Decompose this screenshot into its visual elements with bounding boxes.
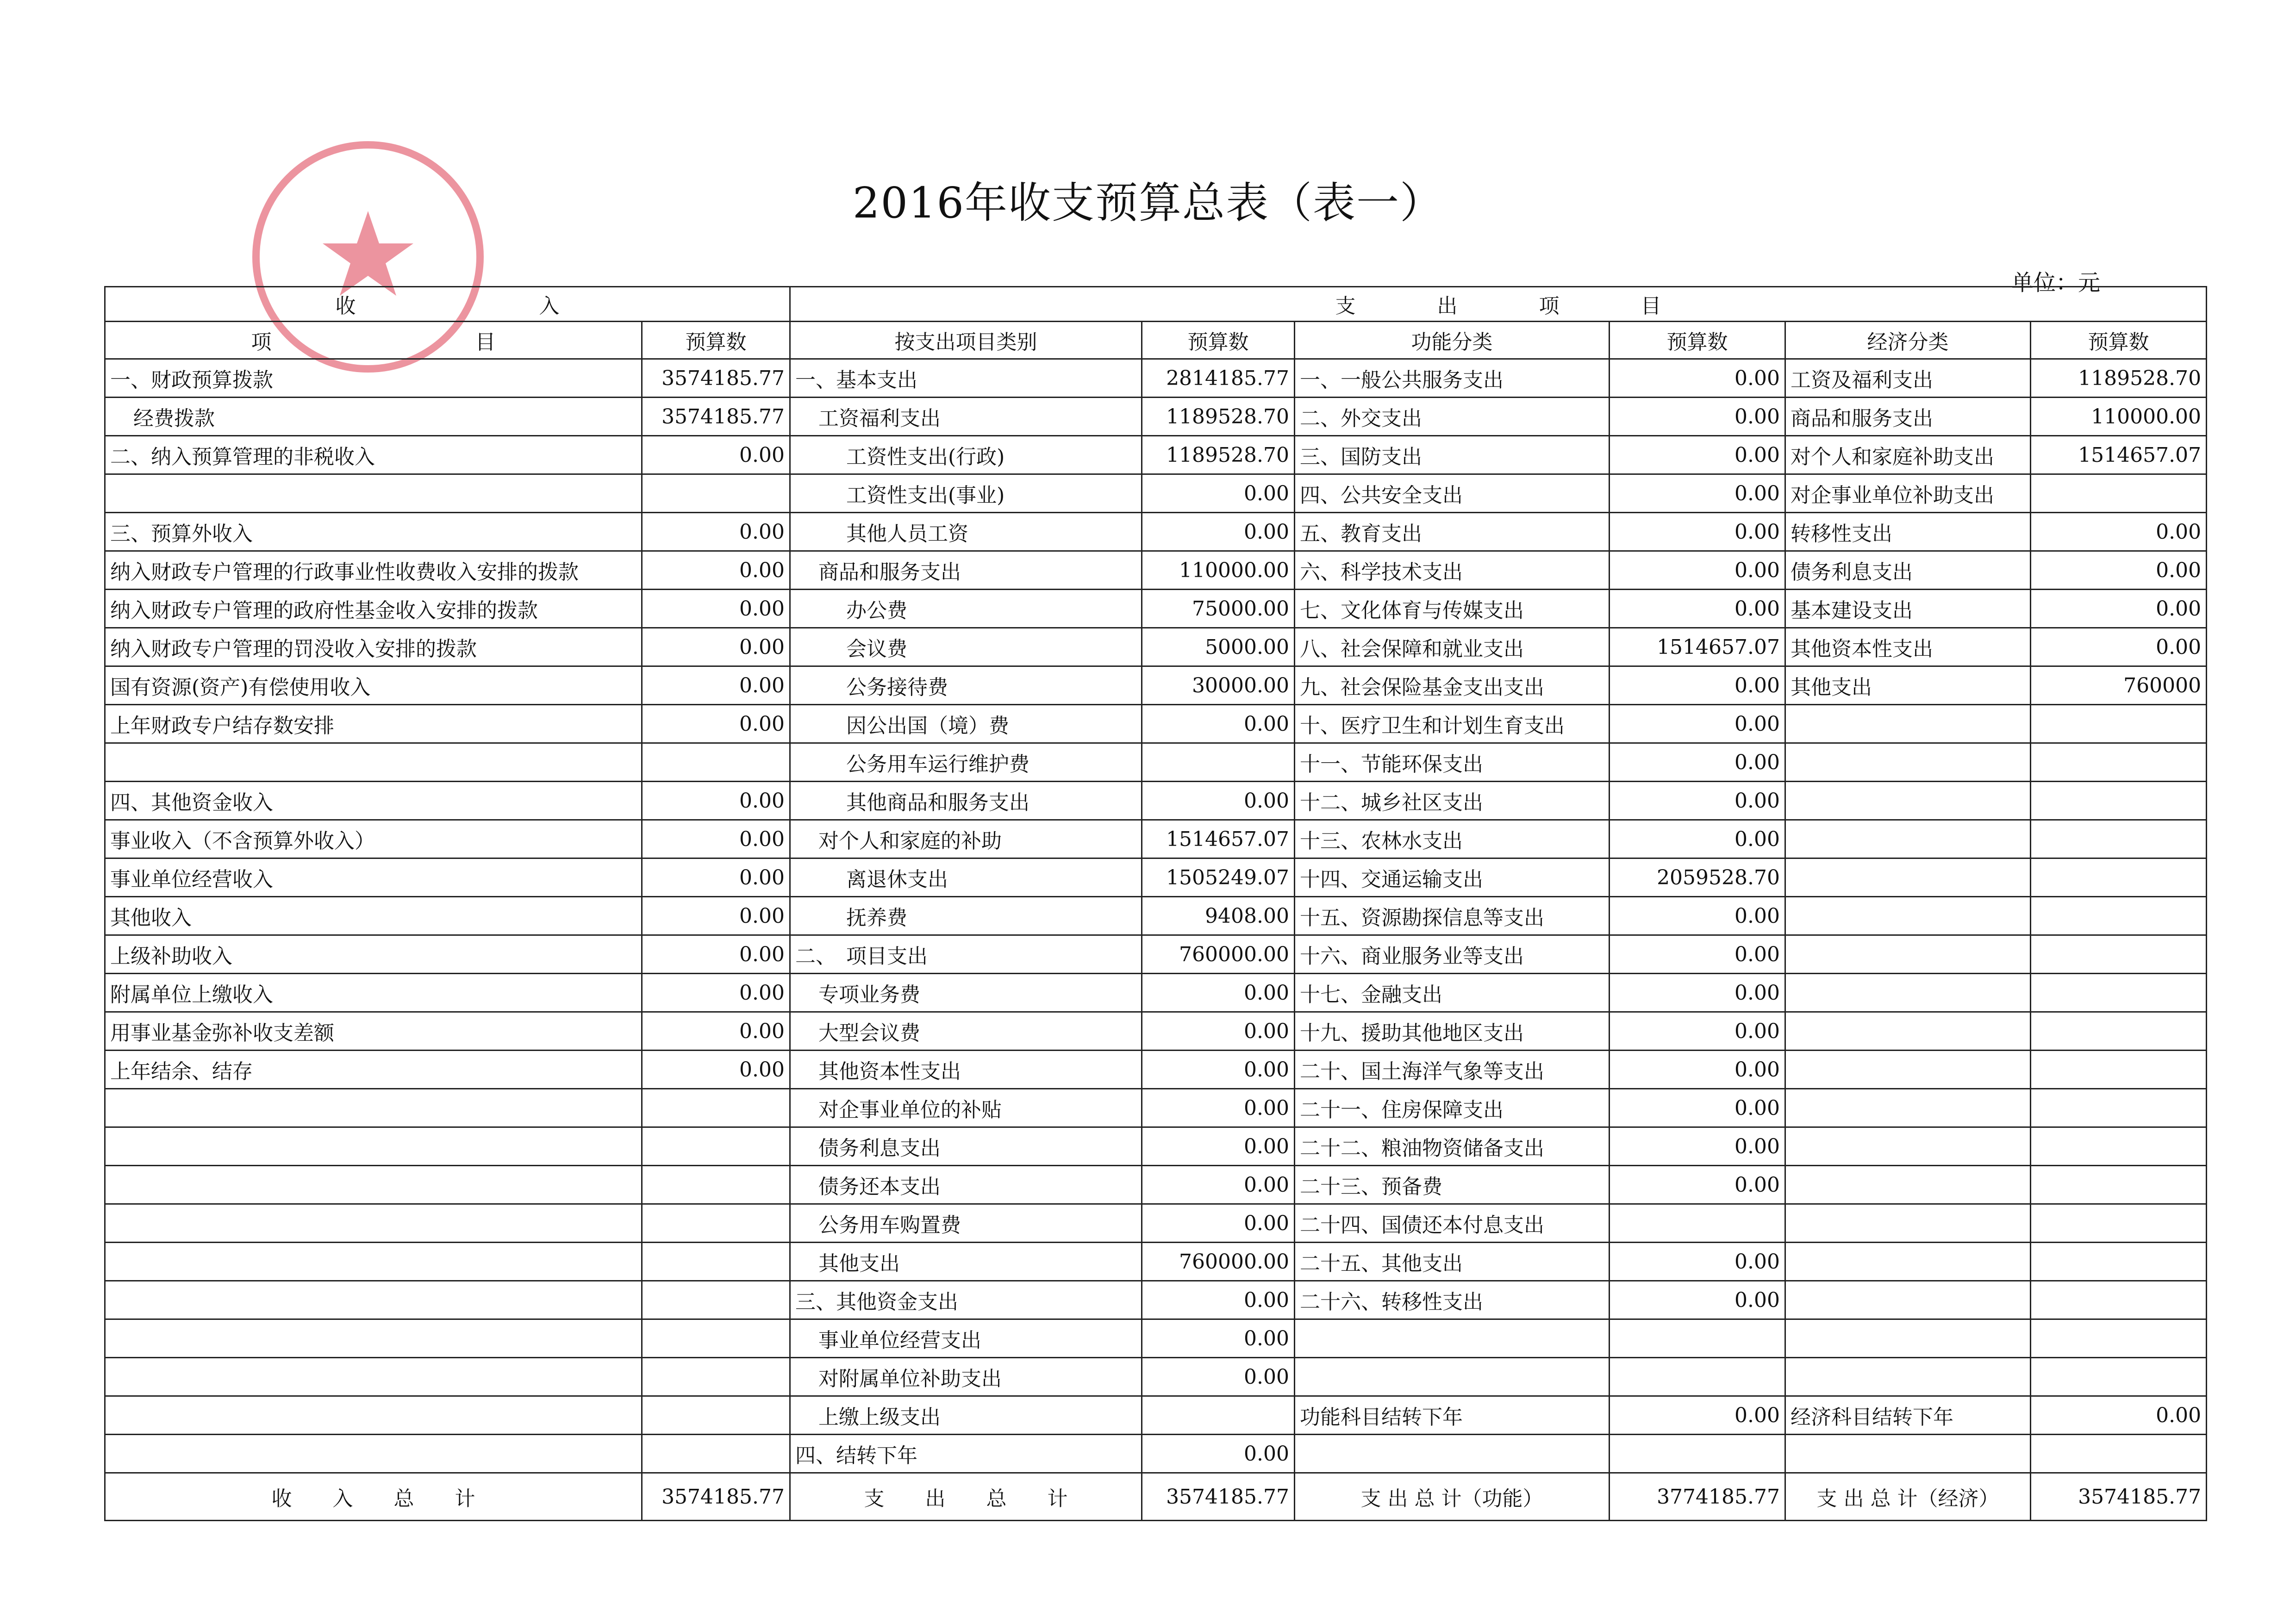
economic-item: 债务利息支出 bbox=[1785, 551, 2031, 590]
functional-budget bbox=[1610, 1358, 1785, 1396]
functional-budget-header: 预算数 bbox=[1610, 322, 1785, 359]
income-item: 二、纳入预算管理的非税收入 bbox=[105, 436, 642, 474]
functional-budget bbox=[1610, 1204, 1785, 1243]
income-budget bbox=[642, 1243, 790, 1281]
expense-item: 债务还本支出 bbox=[790, 1166, 1142, 1204]
unit-label: 单位：元 bbox=[2011, 270, 2101, 296]
functional-budget: 0.00 bbox=[1610, 513, 1785, 551]
functional-budget bbox=[1610, 1319, 1785, 1358]
expense-budget: 110000.00 bbox=[1142, 551, 1295, 590]
table-row bbox=[105, 1319, 2207, 1358]
totals-row bbox=[105, 1473, 2207, 1521]
economic-budget bbox=[2031, 1089, 2207, 1127]
expense-item: 工资性支出(事业) bbox=[790, 474, 1142, 513]
functional-item: 七、文化体育与传媒支出 bbox=[1295, 590, 1610, 628]
expense-budget: 0.00 bbox=[1142, 1012, 1295, 1051]
economic-budget bbox=[2031, 474, 2207, 513]
income-item: 纳入财政专户管理的政府性基金收入安排的拨款 bbox=[105, 590, 642, 628]
functional-budget: 0.00 bbox=[1610, 359, 1785, 398]
economic-item bbox=[1785, 1051, 2031, 1089]
item-header: 项 目 bbox=[105, 322, 642, 359]
functional-budget: 0.00 bbox=[1610, 1051, 1785, 1089]
functional-item: 八、社会保障和就业支出 bbox=[1295, 628, 1610, 666]
economic-budget bbox=[2031, 1435, 2207, 1473]
table-row bbox=[105, 628, 2207, 666]
expense-item: 商品和服务支出 bbox=[790, 551, 1142, 590]
economic-item bbox=[1785, 935, 2031, 974]
functional-item: 九、社会保险基金支出支出 bbox=[1295, 666, 1610, 705]
functional-budget: 0.00 bbox=[1610, 1012, 1785, 1051]
economic-total-label: 支 出 总 计（经济） bbox=[1785, 1473, 2031, 1521]
functional-item: 十、医疗卫生和计划生育支出 bbox=[1295, 705, 1610, 743]
income-item: 三、预算外收入 bbox=[105, 513, 642, 551]
income-item bbox=[105, 1243, 642, 1281]
expense-item: 三、其他资金支出 bbox=[790, 1281, 1142, 1319]
expense-budget: 1514657.07 bbox=[1142, 820, 1295, 858]
expense-budget bbox=[1142, 743, 1295, 782]
expense-budget: 1189528.70 bbox=[1142, 398, 1295, 436]
page-title: 2016年收支预算总表（表一） bbox=[852, 178, 1444, 228]
table-row bbox=[105, 974, 2207, 1012]
economic-budget: 0.00 bbox=[2031, 551, 2207, 590]
functional-budget: 0.00 bbox=[1610, 1396, 1785, 1435]
income-budget: 0.00 bbox=[642, 935, 790, 974]
income-item: 一、财政预算拨款 bbox=[105, 359, 642, 398]
table-row bbox=[105, 820, 2207, 858]
expense-budget: 760000.00 bbox=[1142, 1243, 1295, 1281]
income-budget: 0.00 bbox=[642, 666, 790, 705]
economic-item bbox=[1785, 1243, 2031, 1281]
economic-budget bbox=[2031, 1012, 2207, 1051]
functional-budget: 0.00 bbox=[1610, 782, 1785, 820]
economic-item bbox=[1785, 743, 2031, 782]
functional-item: 二十二、粮油物资储备支出 bbox=[1295, 1127, 1610, 1166]
expense-item: 其他人员工资 bbox=[790, 513, 1142, 551]
expense-item: 四、结转下年 bbox=[790, 1435, 1142, 1473]
functional-budget: 0.00 bbox=[1610, 705, 1785, 743]
functional-budget: 1514657.07 bbox=[1610, 628, 1785, 666]
income-total-value: 3574185.77 bbox=[642, 1473, 790, 1521]
economic-budget bbox=[2031, 1281, 2207, 1319]
economic-budget bbox=[2031, 743, 2207, 782]
income-item bbox=[105, 1204, 642, 1243]
table-row bbox=[105, 1435, 2207, 1473]
economic-budget: 1189528.70 bbox=[2031, 359, 2207, 398]
income-item bbox=[105, 1089, 642, 1127]
expense-total-label: 支 出 总 计 bbox=[790, 1473, 1142, 1521]
expense-item: 办公费 bbox=[790, 590, 1142, 628]
functional-budget: 0.00 bbox=[1610, 436, 1785, 474]
table-row bbox=[105, 1127, 2207, 1166]
economic-total-value: 3574185.77 bbox=[2031, 1473, 2207, 1521]
table-row bbox=[105, 359, 2207, 398]
expense-budget: 2814185.77 bbox=[1142, 359, 1295, 398]
table-row bbox=[105, 590, 2207, 628]
functional-total-value: 3774185.77 bbox=[1610, 1473, 1785, 1521]
functional-budget: 0.00 bbox=[1610, 935, 1785, 974]
functional-item: 二十、国土海洋气象等支出 bbox=[1295, 1051, 1610, 1089]
expense-item: 因公出国（境）费 bbox=[790, 705, 1142, 743]
functional-header: 功能分类 bbox=[1295, 322, 1610, 359]
economic-item bbox=[1785, 1281, 2031, 1319]
expense-item: 公务用车购置费 bbox=[790, 1204, 1142, 1243]
functional-budget: 0.00 bbox=[1610, 1089, 1785, 1127]
income-budget bbox=[642, 1127, 790, 1166]
income-item: 上年结余、结存 bbox=[105, 1051, 642, 1089]
economic-item bbox=[1785, 705, 2031, 743]
table-row bbox=[105, 897, 2207, 935]
expense-item: 大型会议费 bbox=[790, 1012, 1142, 1051]
economic-budget bbox=[2031, 820, 2207, 858]
economic-item: 商品和服务支出 bbox=[1785, 398, 2031, 436]
income-item: 其他收入 bbox=[105, 897, 642, 935]
table-row bbox=[105, 398, 2207, 436]
income-item bbox=[105, 1358, 642, 1396]
functional-item: 二十一、住房保障支出 bbox=[1295, 1089, 1610, 1127]
functional-budget: 0.00 bbox=[1610, 743, 1785, 782]
income-item bbox=[105, 1127, 642, 1166]
expense-budget: 0.00 bbox=[1142, 1127, 1295, 1166]
functional-item: 十三、农林水支出 bbox=[1295, 820, 1610, 858]
table-row bbox=[105, 1051, 2207, 1089]
economic-item: 对个人和家庭补助支出 bbox=[1785, 436, 2031, 474]
expense-budget: 0.00 bbox=[1142, 474, 1295, 513]
income-item bbox=[105, 743, 642, 782]
economic-budget: 760000 bbox=[2031, 666, 2207, 705]
income-item: 纳入财政专户管理的行政事业性收费收入安排的拨款 bbox=[105, 551, 642, 590]
functional-item: 二十四、国债还本付息支出 bbox=[1295, 1204, 1610, 1243]
economic-item bbox=[1785, 1166, 2031, 1204]
income-budget: 0.00 bbox=[642, 436, 790, 474]
income-item: 纳入财政专户管理的罚没收入安排的拨款 bbox=[105, 628, 642, 666]
expense-budget: 1189528.70 bbox=[1142, 436, 1295, 474]
functional-budget: 0.00 bbox=[1610, 1166, 1785, 1204]
expense-item: 对企事业单位的补贴 bbox=[790, 1089, 1142, 1127]
functional-item: 十五、资源勘探信息等支出 bbox=[1295, 897, 1610, 935]
income-budget bbox=[642, 1358, 790, 1396]
economic-item bbox=[1785, 1127, 2031, 1166]
functional-item: 十二、城乡社区支出 bbox=[1295, 782, 1610, 820]
economic-item: 其他支出 bbox=[1785, 666, 2031, 705]
table-row bbox=[105, 666, 2207, 705]
income-item bbox=[105, 1435, 642, 1473]
economic-item bbox=[1785, 782, 2031, 820]
income-budget: 0.00 bbox=[642, 1051, 790, 1089]
expense-header: 支 出 项 目 bbox=[790, 287, 2207, 322]
functional-budget: 0.00 bbox=[1610, 551, 1785, 590]
expense-item: 公务用车运行维护费 bbox=[790, 743, 1142, 782]
functional-budget: 0.00 bbox=[1610, 1127, 1785, 1166]
economic-item bbox=[1785, 820, 2031, 858]
expense-budget: 75000.00 bbox=[1142, 590, 1295, 628]
economic-budget-header: 预算数 bbox=[2031, 322, 2207, 359]
expense-item: 对附属单位补助支出 bbox=[790, 1358, 1142, 1396]
expense-item: 二、 项目支出 bbox=[790, 935, 1142, 974]
expense-item: 一、基本支出 bbox=[790, 359, 1142, 398]
table-row bbox=[105, 705, 2207, 743]
functional-item: 四、公共安全支出 bbox=[1295, 474, 1610, 513]
income-budget bbox=[642, 1319, 790, 1358]
economic-budget: 0.00 bbox=[2031, 1396, 2207, 1435]
income-total-label: 收 入 总 计 bbox=[105, 1473, 642, 1521]
table-row bbox=[105, 436, 2207, 474]
economic-budget bbox=[2031, 897, 2207, 935]
expense-budget: 0.00 bbox=[1142, 1319, 1295, 1358]
functional-budget: 0.00 bbox=[1610, 1243, 1785, 1281]
income-budget: 0.00 bbox=[642, 974, 790, 1012]
header-row-2 bbox=[105, 322, 2207, 359]
expense-budget: 0.00 bbox=[1142, 1166, 1295, 1204]
income-budget bbox=[642, 1281, 790, 1319]
functional-budget: 2059528.70 bbox=[1610, 858, 1785, 897]
expense-item: 离退休支出 bbox=[790, 858, 1142, 897]
functional-item: 十四、交通运输支出 bbox=[1295, 858, 1610, 897]
functional-item: 三、国防支出 bbox=[1295, 436, 1610, 474]
expense-budget: 0.00 bbox=[1142, 1435, 1295, 1473]
economic-item: 经济科目结转下年 bbox=[1785, 1396, 2031, 1435]
expense-item: 工资性支出(行政) bbox=[790, 436, 1142, 474]
table-row bbox=[105, 1166, 2207, 1204]
income-item: 经费拨款 bbox=[105, 398, 642, 436]
economic-item bbox=[1785, 1435, 2031, 1473]
expense-budget: 9408.00 bbox=[1142, 897, 1295, 935]
budget-table bbox=[104, 286, 2207, 1521]
functional-budget: 0.00 bbox=[1610, 398, 1785, 436]
income-budget bbox=[642, 1089, 790, 1127]
income-budget bbox=[642, 474, 790, 513]
expense-budget: 1505249.07 bbox=[1142, 858, 1295, 897]
economic-item bbox=[1785, 974, 2031, 1012]
expense-item: 会议费 bbox=[790, 628, 1142, 666]
table-row bbox=[105, 1204, 2207, 1243]
table-row bbox=[105, 1281, 2207, 1319]
economic-budget bbox=[2031, 1243, 2207, 1281]
economic-budget bbox=[2031, 705, 2207, 743]
income-item bbox=[105, 1166, 642, 1204]
economic-item bbox=[1785, 1089, 2031, 1127]
income-item: 事业收入（不含预算外收入） bbox=[105, 820, 642, 858]
economic-budget: 0.00 bbox=[2031, 513, 2207, 551]
table-row bbox=[105, 551, 2207, 590]
expense-budget: 760000.00 bbox=[1142, 935, 1295, 974]
income-budget: 0.00 bbox=[642, 513, 790, 551]
economic-item: 对企事业单位补助支出 bbox=[1785, 474, 2031, 513]
functional-item: 六、科学技术支出 bbox=[1295, 551, 1610, 590]
income-budget: 0.00 bbox=[642, 820, 790, 858]
economic-budget bbox=[2031, 858, 2207, 897]
table-row bbox=[105, 474, 2207, 513]
economic-item bbox=[1785, 897, 2031, 935]
income-budget: 0.00 bbox=[642, 705, 790, 743]
economic-item: 工资及福利支出 bbox=[1785, 359, 2031, 398]
income-budget: 0.00 bbox=[642, 551, 790, 590]
income-item: 国有资源(资产)有偿使用收入 bbox=[105, 666, 642, 705]
income-budget: 0.00 bbox=[642, 858, 790, 897]
economic-budget bbox=[2031, 1127, 2207, 1166]
expense-budget: 30000.00 bbox=[1142, 666, 1295, 705]
functional-item: 功能科目结转下年 bbox=[1295, 1396, 1610, 1435]
table-row bbox=[105, 858, 2207, 897]
income-item: 四、其他资金收入 bbox=[105, 782, 642, 820]
expense-budget: 0.00 bbox=[1142, 1204, 1295, 1243]
functional-item bbox=[1295, 1319, 1610, 1358]
expense-budget bbox=[1142, 1396, 1295, 1435]
expense-category-header: 按支出项目类别 bbox=[790, 322, 1142, 359]
functional-item: 十一、节能环保支出 bbox=[1295, 743, 1610, 782]
expense-item: 对个人和家庭的补助 bbox=[790, 820, 1142, 858]
table-row bbox=[105, 782, 2207, 820]
income-item: 上级补助收入 bbox=[105, 935, 642, 974]
table-row bbox=[105, 935, 2207, 974]
expense-budget: 0.00 bbox=[1142, 705, 1295, 743]
economic-budget bbox=[2031, 974, 2207, 1012]
functional-budget: 0.00 bbox=[1610, 820, 1785, 858]
income-budget: 0.00 bbox=[642, 1012, 790, 1051]
functional-item: 二十三、预备费 bbox=[1295, 1166, 1610, 1204]
expense-item: 工资福利支出 bbox=[790, 398, 1142, 436]
functional-budget: 0.00 bbox=[1610, 666, 1785, 705]
table-row bbox=[105, 1243, 2207, 1281]
income-budget bbox=[642, 1204, 790, 1243]
table-row bbox=[105, 513, 2207, 551]
economic-item: 转移性支出 bbox=[1785, 513, 2031, 551]
header-row-1 bbox=[105, 287, 2207, 322]
table-row bbox=[105, 1396, 2207, 1435]
income-item bbox=[105, 474, 642, 513]
income-item: 上年财政专户结存数安排 bbox=[105, 705, 642, 743]
income-budget: 0.00 bbox=[642, 782, 790, 820]
income-budget: 3574185.77 bbox=[642, 398, 790, 436]
functional-item: 一、一般公共服务支出 bbox=[1295, 359, 1610, 398]
income-budget bbox=[642, 1166, 790, 1204]
income-budget bbox=[642, 1435, 790, 1473]
income-budget: 3574185.77 bbox=[642, 359, 790, 398]
expense-item: 事业单位经营支出 bbox=[790, 1319, 1142, 1358]
income-budget: 0.00 bbox=[642, 897, 790, 935]
expense-total-value: 3574185.77 bbox=[1142, 1473, 1295, 1521]
economic-budget bbox=[2031, 1051, 2207, 1089]
functional-item: 十六、商业服务业等支出 bbox=[1295, 935, 1610, 974]
economic-item bbox=[1785, 1358, 2031, 1396]
expense-item: 其他商品和服务支出 bbox=[790, 782, 1142, 820]
economic-item bbox=[1785, 1319, 2031, 1358]
income-budget bbox=[642, 1396, 790, 1435]
functional-item: 五、教育支出 bbox=[1295, 513, 1610, 551]
expense-item: 专项业务费 bbox=[790, 974, 1142, 1012]
income-header: 收 入 bbox=[105, 287, 790, 322]
expense-item: 其他支出 bbox=[790, 1243, 1142, 1281]
economic-item: 其他资本性支出 bbox=[1785, 628, 2031, 666]
expense-budget: 0.00 bbox=[1142, 1358, 1295, 1396]
economic-budget bbox=[2031, 1358, 2207, 1396]
economic-item bbox=[1785, 1204, 2031, 1243]
income-budget-header: 预算数 bbox=[642, 322, 790, 359]
functional-budget: 0.00 bbox=[1610, 590, 1785, 628]
expense-budget: 0.00 bbox=[1142, 1089, 1295, 1127]
table-row bbox=[105, 1358, 2207, 1396]
functional-budget: 0.00 bbox=[1610, 474, 1785, 513]
functional-item bbox=[1295, 1358, 1610, 1396]
income-budget: 0.00 bbox=[642, 590, 790, 628]
economic-budget bbox=[2031, 782, 2207, 820]
expense-item: 上缴上级支出 bbox=[790, 1396, 1142, 1435]
economic-budget: 1514657.07 bbox=[2031, 436, 2207, 474]
expense-budget: 0.00 bbox=[1142, 513, 1295, 551]
expense-item: 其他资本性支出 bbox=[790, 1051, 1142, 1089]
economic-budget: 110000.00 bbox=[2031, 398, 2207, 436]
table-row bbox=[105, 1012, 2207, 1051]
expense-budget: 0.00 bbox=[1142, 782, 1295, 820]
economic-item bbox=[1785, 858, 2031, 897]
income-item: 用事业基金弥补收支差额 bbox=[105, 1012, 642, 1051]
expense-budget: 0.00 bbox=[1142, 1281, 1295, 1319]
economic-header: 经济分类 bbox=[1785, 322, 2031, 359]
income-item bbox=[105, 1281, 642, 1319]
economic-budget bbox=[2031, 1204, 2207, 1243]
functional-item: 十七、金融支出 bbox=[1295, 974, 1610, 1012]
economic-budget: 0.00 bbox=[2031, 590, 2207, 628]
economic-item bbox=[1785, 1012, 2031, 1051]
functional-budget: 0.00 bbox=[1610, 897, 1785, 935]
expense-item: 债务利息支出 bbox=[790, 1127, 1142, 1166]
income-budget: 0.00 bbox=[642, 628, 790, 666]
economic-budget bbox=[2031, 1319, 2207, 1358]
income-budget bbox=[642, 743, 790, 782]
economic-item: 基本建设支出 bbox=[1785, 590, 2031, 628]
functional-budget: 0.00 bbox=[1610, 1281, 1785, 1319]
functional-total-label: 支 出 总 计（功能） bbox=[1295, 1473, 1610, 1521]
table-row bbox=[105, 743, 2207, 782]
expense-budget: 5000.00 bbox=[1142, 628, 1295, 666]
economic-budget bbox=[2031, 935, 2207, 974]
functional-item: 二十六、转移性支出 bbox=[1295, 1281, 1610, 1319]
income-item: 附属单位上缴收入 bbox=[105, 974, 642, 1012]
functional-budget: 0.00 bbox=[1610, 974, 1785, 1012]
economic-budget: 0.00 bbox=[2031, 628, 2207, 666]
expense-item: 抚养费 bbox=[790, 897, 1142, 935]
table-row bbox=[105, 1089, 2207, 1127]
income-item bbox=[105, 1396, 642, 1435]
economic-budget bbox=[2031, 1166, 2207, 1204]
income-item bbox=[105, 1319, 642, 1358]
functional-item: 十九、援助其他地区支出 bbox=[1295, 1012, 1610, 1051]
functional-item: 二、外交支出 bbox=[1295, 398, 1610, 436]
expense-budget: 0.00 bbox=[1142, 974, 1295, 1012]
expense-budget-header: 预算数 bbox=[1142, 322, 1295, 359]
expense-budget: 0.00 bbox=[1142, 1051, 1295, 1089]
functional-item bbox=[1295, 1435, 1610, 1473]
income-item: 事业单位经营收入 bbox=[105, 858, 642, 897]
expense-item: 公务接待费 bbox=[790, 666, 1142, 705]
functional-item: 二十五、其他支出 bbox=[1295, 1243, 1610, 1281]
functional-budget bbox=[1610, 1435, 1785, 1473]
